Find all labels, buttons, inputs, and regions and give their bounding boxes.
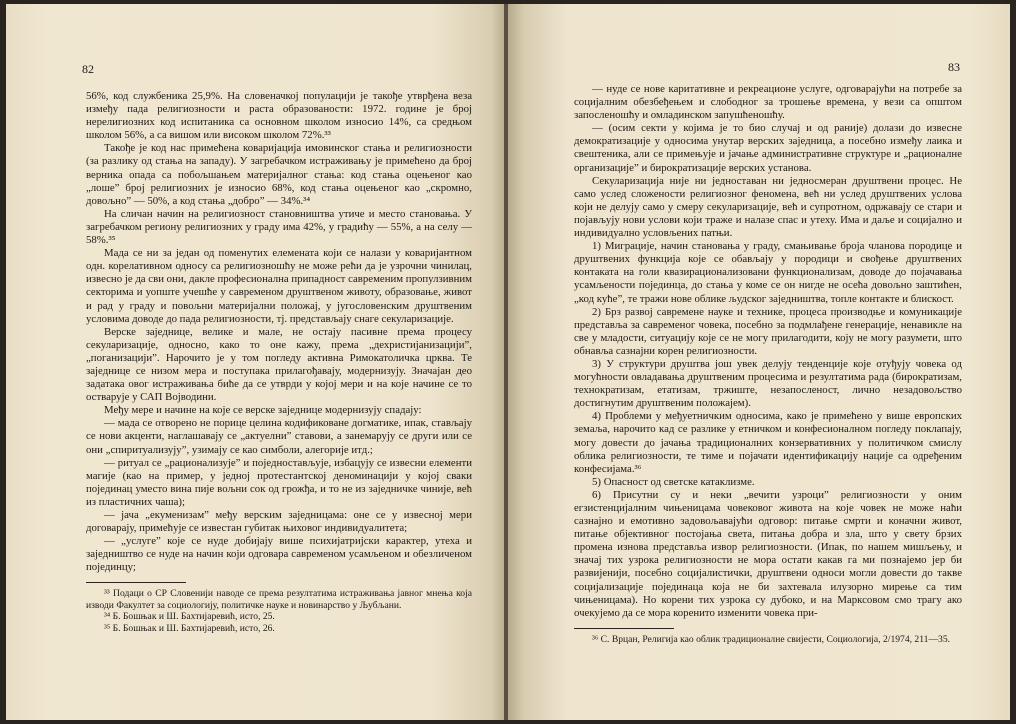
paragraph: 4) Проблеми у међуетничким односима, како је примећено у више европских земаља, нарочито кад се разлике у етничком и конфесионалном погледу поклапају, могу довести до јачања традиционалних конзервативних у политичком смислу облика религиозности, те тиме и појачати идентификацију нације са одређеним конфесијама.³⁶ [574, 410, 962, 475]
paragraph: 6) Присутни су и неки „вечити узроци” религиозности у оним егзистенцијалним чињеницама човековог живота на које човек не може наћи сазнајно и емотивно задовољавајући одговор: питање смрти и коначни живот, питање објективног постојања света, питања добра и зла, што у свету брзих промена изнова представља извор религиозности. (Ипак, по нашем мишљењу, и значај тих узрока религиозности не мора остати какав га ми познајемо јер би развијенији, посебно социјалистички, друштвени односи могли довести до такве социјализације појединаца која не би захтевала илузорно мирење са тим чињеницама). Но корени тих узрока су дубоко, и на Марксовом смо трагу ако очекујемо да се мора коренито изменити човека при- [574, 488, 962, 619]
page-body [574, 83, 962, 645]
paragraph: — „услуге” које се нуде добијају више психијатријски карактер, утеха и заједништво се нуде на начин који одговара савременом усамљеном и обезличеном појединцу; [86, 535, 472, 574]
right-page [508, 4, 1010, 720]
paragraph: — (осим секти у којима је то био случај и од раније) долази до извесне демократизације у односима унутар верских заједница, а посебно између лаика и свештеника, али се примењује и јачање административне структуре и „рационалне организације” и бирократизације верских установа. [574, 122, 962, 174]
paragraph: Такође је код нас примећена коваријација имовинског стања и религиозности (за разлику од стања на западу). У загребачком истраживању је примећено да број верника опада са побољшањем материјалног стања: код стања оцењеног као „лоше” број религиозних је износио 68%, код стања оцењеног као „скромно, довољно” — 50%, а код стања „добро” — 34%.³⁴ [86, 142, 472, 207]
footnote-rule [86, 582, 186, 583]
paragraph: 3) У структури друштва још увек делују тенденције које отуђују човека од могућности овладавања друштвеним процесима и резултатима рада (бирократизам, технократизам, етатизам, тржиште, незапосленост, лично незадовољство достигнутим друштвеним положајем). [574, 357, 962, 410]
paragraph: — нуде се нове каритативне и рекреационе услуге, одговарајући на потребе за социјалним обезбеђењем и слободног за трошење времена, у вези са општом запосленошћу и омладинском запушћеношћу. [574, 83, 962, 122]
footnote: ³⁶ С. Врцан, Религија као облик традиционалне свијести, Социологија, 2/1974, 211—35. [592, 633, 951, 645]
footnote: ³³ Подаци о СР Словенији наводе се према резултатима истраживања јавног мнења која изводи Факултет за социологију, политичке науке и новинарство у Љубљани. [86, 588, 472, 611]
paragraph: На сличан начин на религиозност становништва утиче и место становања. У загребачком региону религиозних у граду има 42%, у градићу — 55%, а на селу — 58%.³⁵ [86, 207, 472, 247]
paragraph: 5) Опасност од светске катаклизме. [592, 475, 755, 488]
page-number: 83 [948, 60, 960, 74]
paragraph: 56%, код службеника 25,9%. На словеначкој популацији је такође утврђена веза између пада религиозности и раста образованости: 1972. године је број нерелигиозних код испитаника са основном школом износио 14%, са средњом школом 56%, а са вишом или високом школом 72%.³³ [86, 90, 472, 142]
footnote: ³⁵ Б. Бошњак и Ш. Бахтијаревић, исто, 26. [104, 622, 275, 634]
paragraph: 2) Брз развој савремене науке и технике, процеса производње и комуникације представља за савременог човека, посебно за подмлађене генерације, ненавикле на све у младости, ситуацију које се не могу прилагодити, коју не могу разумети, што обнавља сазнајни корен религиозности. [574, 305, 962, 357]
page-number: 82 [82, 62, 94, 76]
paragraph: Мада се ни за један од поменутих елемената који се налази у коваријантном одн. корелативном односу са религиозношћу не може рећи да је узрочни чинилац, извесно је да сви они, дакле професионална припадност савременим пропулзивним секторима и уопште учешће у савременом друштвеном животу, образовање, живот и рад у граду и повољни материјални положај, у југословенским друштвеним условима доводе до пада религиозности, тј. представљају снаге секуларизације. [86, 247, 472, 325]
page-body [86, 90, 472, 634]
left-page [6, 4, 506, 720]
paragraph: Секуларизација није ни једноставан ни једносмеран друштвени процес. Не само услед сложености религиозног феномена, већ ни услед друштвених услова који не делују само у смеру секуларизације, већ и супротном, одржавају се стари и појављују нови услови који траже и налазе спас и утеху. Има и даље и социјално и индивидуално условљених патњи. [574, 174, 962, 240]
paragraph: — мада се отворено не порице целина кодификоване догматике, ипак, стављају се нови акценти, наглашавају се „актуелни” ставови, а занемарују се други или се они „спиритуализују”, узимају се као симболи, алегорије итд.; [86, 417, 472, 456]
footnote-rule [574, 628, 674, 629]
footnote: ³⁴ Б. Бошњак и Ш. Бахтијаревић, исто, 25. [104, 611, 275, 623]
paragraph: — јача „екуменизам” међу верским заједницама: оне се у извесној мери договарају, примећује се известан губитак њиховог индивидуалитета; [86, 509, 472, 535]
paragraph: 1) Миграције, начин становања у граду, смањивање броја чланова породице и друштвених функција које се обављају у породици и свођење друштвених контаката на голи квазирационализовани функционализам, доводе до појачавања усамљености појединца, до стања у коме се он нигде не осећа довољно заштићен, „код куће”, те тражи нове облике људског заједништва, топле контакте и блискост. [574, 240, 962, 305]
paragraph: Верске заједнице, велике и мале, не остају пасивне према процесу секуларизације, односно, како то оне кажу, према „дехристијанизацији”, „поганизацији”. Нарочито је у том погледу активна Римокатоличка црква. Те заједнице се низом мера и поступака прилагођавају, модернизују. Значајан део задатака овог истраживања биће да се утврди у којој мери и на које начине се то остварује у САП Војводини. [86, 325, 472, 404]
book-spread [6, 4, 1010, 720]
paragraph: — ритуал се „рационализује” и поједностављује, избацују се извесни елементи магије (као на пример, у једној протестантској деноминацији у којој сваки појединац уместо вина пије вољни сок од грожђа, и то не из заједничке чиније, већ из пластичних чаша); [86, 456, 472, 508]
paragraph: Међу мере и начине на које се верске заједнице модернизују спадају: [104, 404, 422, 417]
